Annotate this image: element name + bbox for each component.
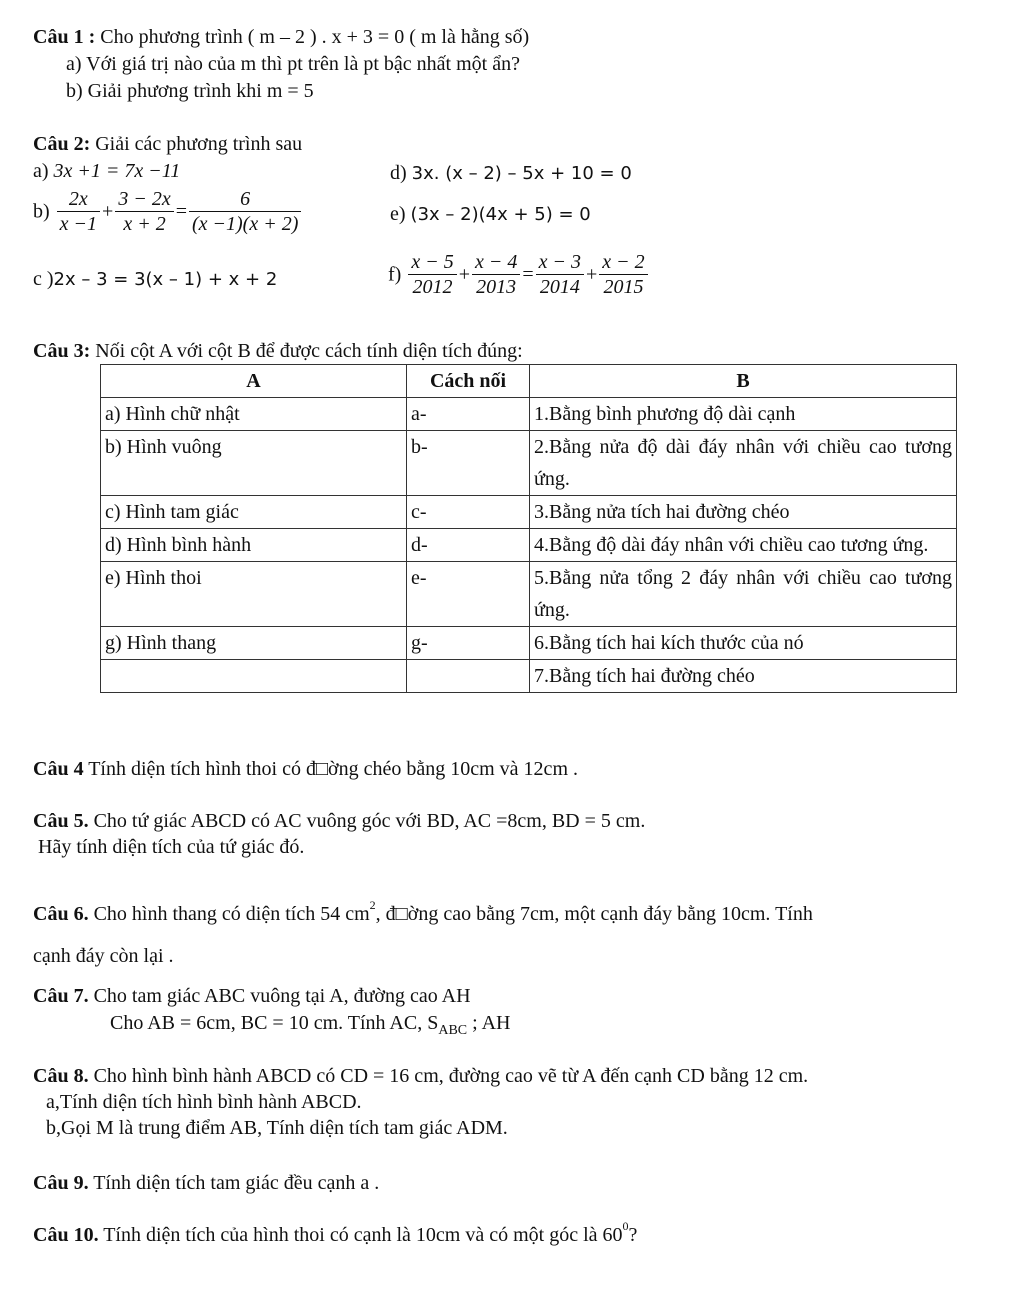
q4-text: Tính diện tích hình thoi có đ□ờng chéo bằng 10cm và 12cm . [88, 758, 578, 780]
q2-b-fraction-3 [189, 187, 301, 237]
table-row [101, 398, 957, 431]
q10-text-post: ? [628, 1224, 638, 1246]
q9-text: Tính diện tích tam giác đều cạnh a . [93, 1172, 380, 1194]
q1-text: Cho phương trình ( m – 2 ) . x + 3 = 0 ( m là hằng số) [100, 26, 530, 48]
cell-a: a) Hình chữ nhật [101, 398, 407, 431]
cell-link: b- [407, 431, 530, 496]
table-row [101, 562, 957, 627]
q2-e-equation: (3x – 2)(4x + 5) = 0 [410, 204, 591, 225]
q2-b-f2-numerator: 3 − 2x [118, 188, 171, 210]
q2-f-label: f) [388, 263, 402, 286]
table-row [101, 529, 957, 562]
header-column-b: B [530, 365, 957, 398]
q2-d-equation: 3x. (x – 2) – 5x + 10 = 0 [411, 163, 632, 184]
q4-title: Câu 4 [33, 758, 84, 780]
table-row [101, 627, 957, 660]
cell-b: 1.Bằng bình phương độ dài cạnh [530, 398, 957, 431]
table-row [101, 431, 957, 496]
q6-line [33, 898, 813, 926]
q3-text: Nối cột A với cột B để được cách tính diện tích đúng: [95, 340, 523, 362]
q5-line-2: Hãy tính diện tích của tứ giác đó. [38, 836, 305, 858]
q2-b-f1-numerator: 2x [68, 188, 88, 210]
q9-line [33, 1172, 379, 1195]
cell-b: 3.Bằng nửa tích hai đường chéo [530, 496, 957, 529]
cell-b: 4.Bằng độ dài đáy nhân với chiều cao tương ứng. [530, 529, 957, 562]
q2-b-f1-denominator: x −1 [57, 211, 100, 237]
q1-part-b: b) Giải phương trình khi m = 5 [66, 80, 314, 102]
q2-f-fraction-4 [599, 250, 647, 300]
cell-a: g) Hình thang [101, 627, 407, 660]
cell-b: 6.Bằng tích hai kích thước của nó [530, 627, 957, 660]
q6-text-pre: Cho hình thang có diện tích 54 cm [93, 903, 370, 925]
q6-text-post: , đ□ờng cao bằng 7cm, một cạnh đáy bằng 10cm. Tính [375, 903, 813, 925]
q7-title: Câu 7. [33, 985, 89, 1007]
q6-title: Câu 6. [33, 903, 89, 925]
q2-d-label: d) [390, 162, 407, 184]
cell-link: d- [407, 529, 530, 562]
q10-line [33, 1219, 638, 1247]
q2-b-f3-numerator: 6 [240, 188, 251, 210]
q2-b-fraction-1 [57, 187, 100, 237]
q1-line [33, 26, 529, 49]
q2-item-a [33, 160, 180, 183]
q2-f-f1-numerator: x − 5 [411, 251, 454, 273]
q2-line [33, 133, 302, 156]
q4-line [33, 758, 578, 781]
q6-line-2: cạnh đáy còn lại . [33, 945, 174, 967]
q2-f-f4-denominator: 2015 [599, 274, 647, 300]
cell-a: e) Hình thoi [101, 562, 407, 627]
table-header-row [101, 365, 957, 398]
q7-line-2 [110, 1012, 510, 1039]
q7-line [33, 985, 471, 1008]
q5-title: Câu 5. [33, 810, 89, 832]
q8-title: Câu 8. [33, 1065, 89, 1087]
q2-item-c [33, 268, 277, 291]
cell-link: e- [407, 562, 530, 627]
q6-superscript: 2 [369, 898, 376, 912]
q2-c-equation: 2x – 3 = 3(x – 1) + x + 2 [53, 269, 278, 290]
q2-f-f2-denominator: 2013 [472, 274, 520, 300]
table-row [101, 496, 957, 529]
q10-title: Câu 10. [33, 1224, 99, 1246]
cell-b: 7.Bằng tích hai đường chéo [530, 660, 957, 693]
q2-e-label: e) [390, 203, 406, 225]
q9-title: Câu 9. [33, 1172, 89, 1194]
matching-table [100, 364, 957, 693]
q2-f-f4-numerator: x − 2 [602, 251, 645, 273]
q2-item-f: f) $\frac{x - 5}{2012}$ + $\frac{x - 4}{2013}$ = $\frac{x - 3}{2014}$ + $\frac{x - 2}{2015}$ [388, 250, 650, 300]
q10-superscript: 0 [622, 1219, 629, 1233]
q5-text: Cho tứ giác ABCD có AC vuông góc với BD, AC =8cm, BD = 5 cm. [93, 810, 646, 832]
q7-subscript: ABC [438, 1023, 468, 1038]
q7-line2-post: ; AH [467, 1012, 511, 1034]
q2-item-e [390, 203, 591, 226]
q2-b-f3-denominator: (x −1)(x + 2) [189, 211, 301, 237]
header-column-a: A [101, 365, 407, 398]
cell-link [407, 660, 530, 693]
q3-line [33, 340, 523, 363]
q2-b-fraction-2 [115, 187, 173, 237]
q8-line [33, 1065, 808, 1088]
q2-f-fraction-2 [472, 250, 520, 300]
cell-link: c- [407, 496, 530, 529]
q2-c-label: c ) [33, 268, 54, 290]
q8-part-a: a,Tính diện tích hình bình hành ABCD. [46, 1091, 362, 1113]
q2-item-d [390, 162, 632, 185]
header-column-link: Cách nối [407, 365, 530, 398]
cell-a [101, 660, 407, 693]
table-row [101, 660, 957, 693]
q2-f-fraction-3 [536, 250, 584, 300]
cell-a: c) Hình tam giác [101, 496, 407, 529]
q2-f-f3-numerator: x − 3 [538, 251, 582, 273]
cell-a: d) Hình bình hành [101, 529, 407, 562]
cell-b: 5.Bằng nửa tổng 2 đáy nhân với chiều cao tương ứng. [530, 562, 957, 627]
q2-a-equation: 3x +1 = 7x −11 [53, 160, 181, 182]
q2-item-b: b) $\frac{2x}{x -1}$ + $\frac{3 - 2x}{x + 2}$ = $\frac{6}{(x -1)(x + 2)}$ [33, 187, 303, 237]
q2-b-label: b) [33, 200, 50, 223]
q7-text: Cho tam giác ABC vuông tại A, đường cao AH [93, 985, 471, 1007]
q3-title: Câu 3: [33, 340, 91, 362]
q10-text-pre: Tính diện tích của hình thoi có cạnh là 10cm và có một góc là 60 [103, 1224, 623, 1246]
q2-f-f1-denominator: 2012 [408, 274, 456, 300]
q2-f-fraction-1 [408, 250, 456, 300]
q2-a-label: a) [33, 160, 49, 182]
cell-a: b) Hình vuông [101, 431, 407, 496]
q5-line [33, 810, 645, 833]
cell-b: 2.Bằng nửa độ dài đáy nhân với chiều cao tương ứng. [530, 431, 957, 496]
q2-title: Câu 2: [33, 133, 91, 155]
cell-link: g- [407, 627, 530, 660]
q8-part-b: b,Gọi M là trung điểm AB, Tính diện tích tam giác ADM. [46, 1117, 508, 1139]
q2-text: Giải các phương trình sau [95, 133, 303, 155]
q1-part-a: a) Với giá trị nào của m thì pt trên là pt bậc nhất một ẩn? [66, 53, 520, 75]
q7-line2-pre: Cho AB = 6cm, BC = 10 cm. Tính AC, S [110, 1012, 439, 1034]
q1-title: Câu 1 : [33, 26, 96, 48]
q2-b-f2-denominator: x + 2 [115, 211, 173, 237]
cell-link: a- [407, 398, 530, 431]
q2-f-f3-denominator: 2014 [536, 274, 584, 300]
q8-text: Cho hình bình hành ABCD có CD = 16 cm, đường cao vẽ từ A đến cạnh CD bằng 12 cm. [93, 1065, 809, 1087]
q2-f-f2-numerator: x − 4 [474, 251, 518, 273]
